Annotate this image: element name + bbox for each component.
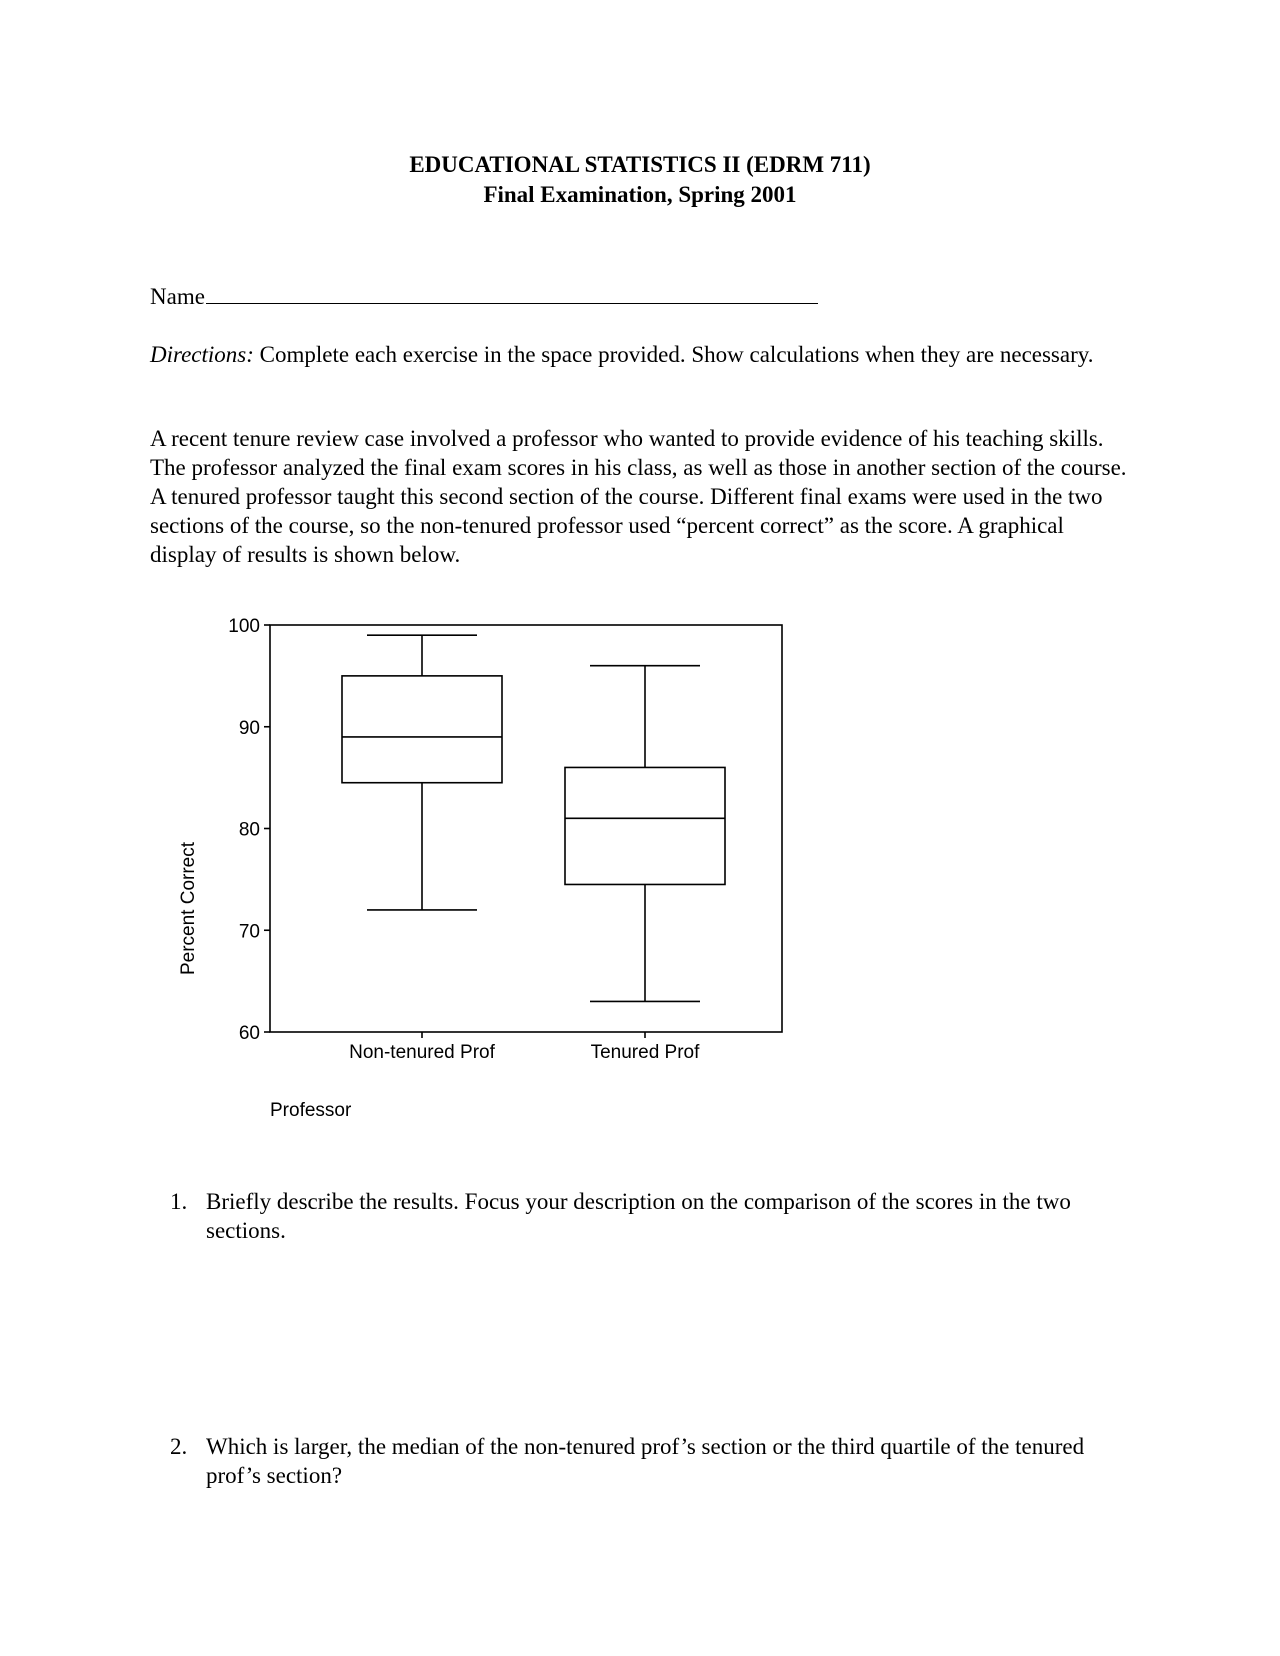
boxplot-chart xyxy=(170,600,850,1160)
y-tick-label: 70 xyxy=(238,921,260,943)
directions xyxy=(150,340,1135,369)
directions-label: Directions: xyxy=(150,342,254,367)
directions-text: Complete each exercise in the space provided. Show calculations when they are necessary. xyxy=(253,342,1094,367)
plot-frame xyxy=(270,625,782,1032)
boxplot-svg xyxy=(170,600,850,1160)
exam-header xyxy=(0,150,1280,210)
question-1-text: Briefly describe the results. Focus your description on the comparison of the scores in the two sections. xyxy=(206,1189,1071,1243)
question-2-text: Which is larger, the median of the non-tenured prof’s section or the third quartile of the tenured prof’s section? xyxy=(206,1434,1085,1488)
x-tick-label: Non-tenured Prof xyxy=(349,1042,495,1063)
x-axis-label: Professor xyxy=(270,1100,352,1121)
context-paragraph: A recent tenure review case involved a professor who wanted to provide evidence of his teaching skills. The professor analyzed the final exam scores in his class, as well as those in another section of the course. A tenured professor taught this second section of the course. Different final exams were used in the two sections of the course, so the non-tenured professor used “percent correct” as the score. A graphical display of results is shown below. xyxy=(150,426,1127,567)
exam-title: Final Examination, Spring 2001 xyxy=(483,182,797,207)
iqr-box xyxy=(565,767,725,884)
course-title: EDUCATIONAL STATISTICS II (EDRM 711) xyxy=(409,152,871,177)
y-tick-label: 80 xyxy=(238,819,260,841)
name-label: Name xyxy=(150,284,205,309)
y-tick-label: 60 xyxy=(238,1023,260,1044)
question-1-number: 1. xyxy=(170,1189,188,1214)
name-field xyxy=(150,284,818,310)
iqr-box xyxy=(342,676,502,783)
y-axis-label: Percent Correct xyxy=(178,841,199,976)
name-blank-line xyxy=(206,285,818,304)
y-tick-label: 90 xyxy=(238,717,260,739)
question-2-number: 2. xyxy=(170,1434,188,1459)
y-tick-label: 100 xyxy=(228,616,260,637)
x-tick-label: Tenured Prof xyxy=(590,1042,700,1063)
